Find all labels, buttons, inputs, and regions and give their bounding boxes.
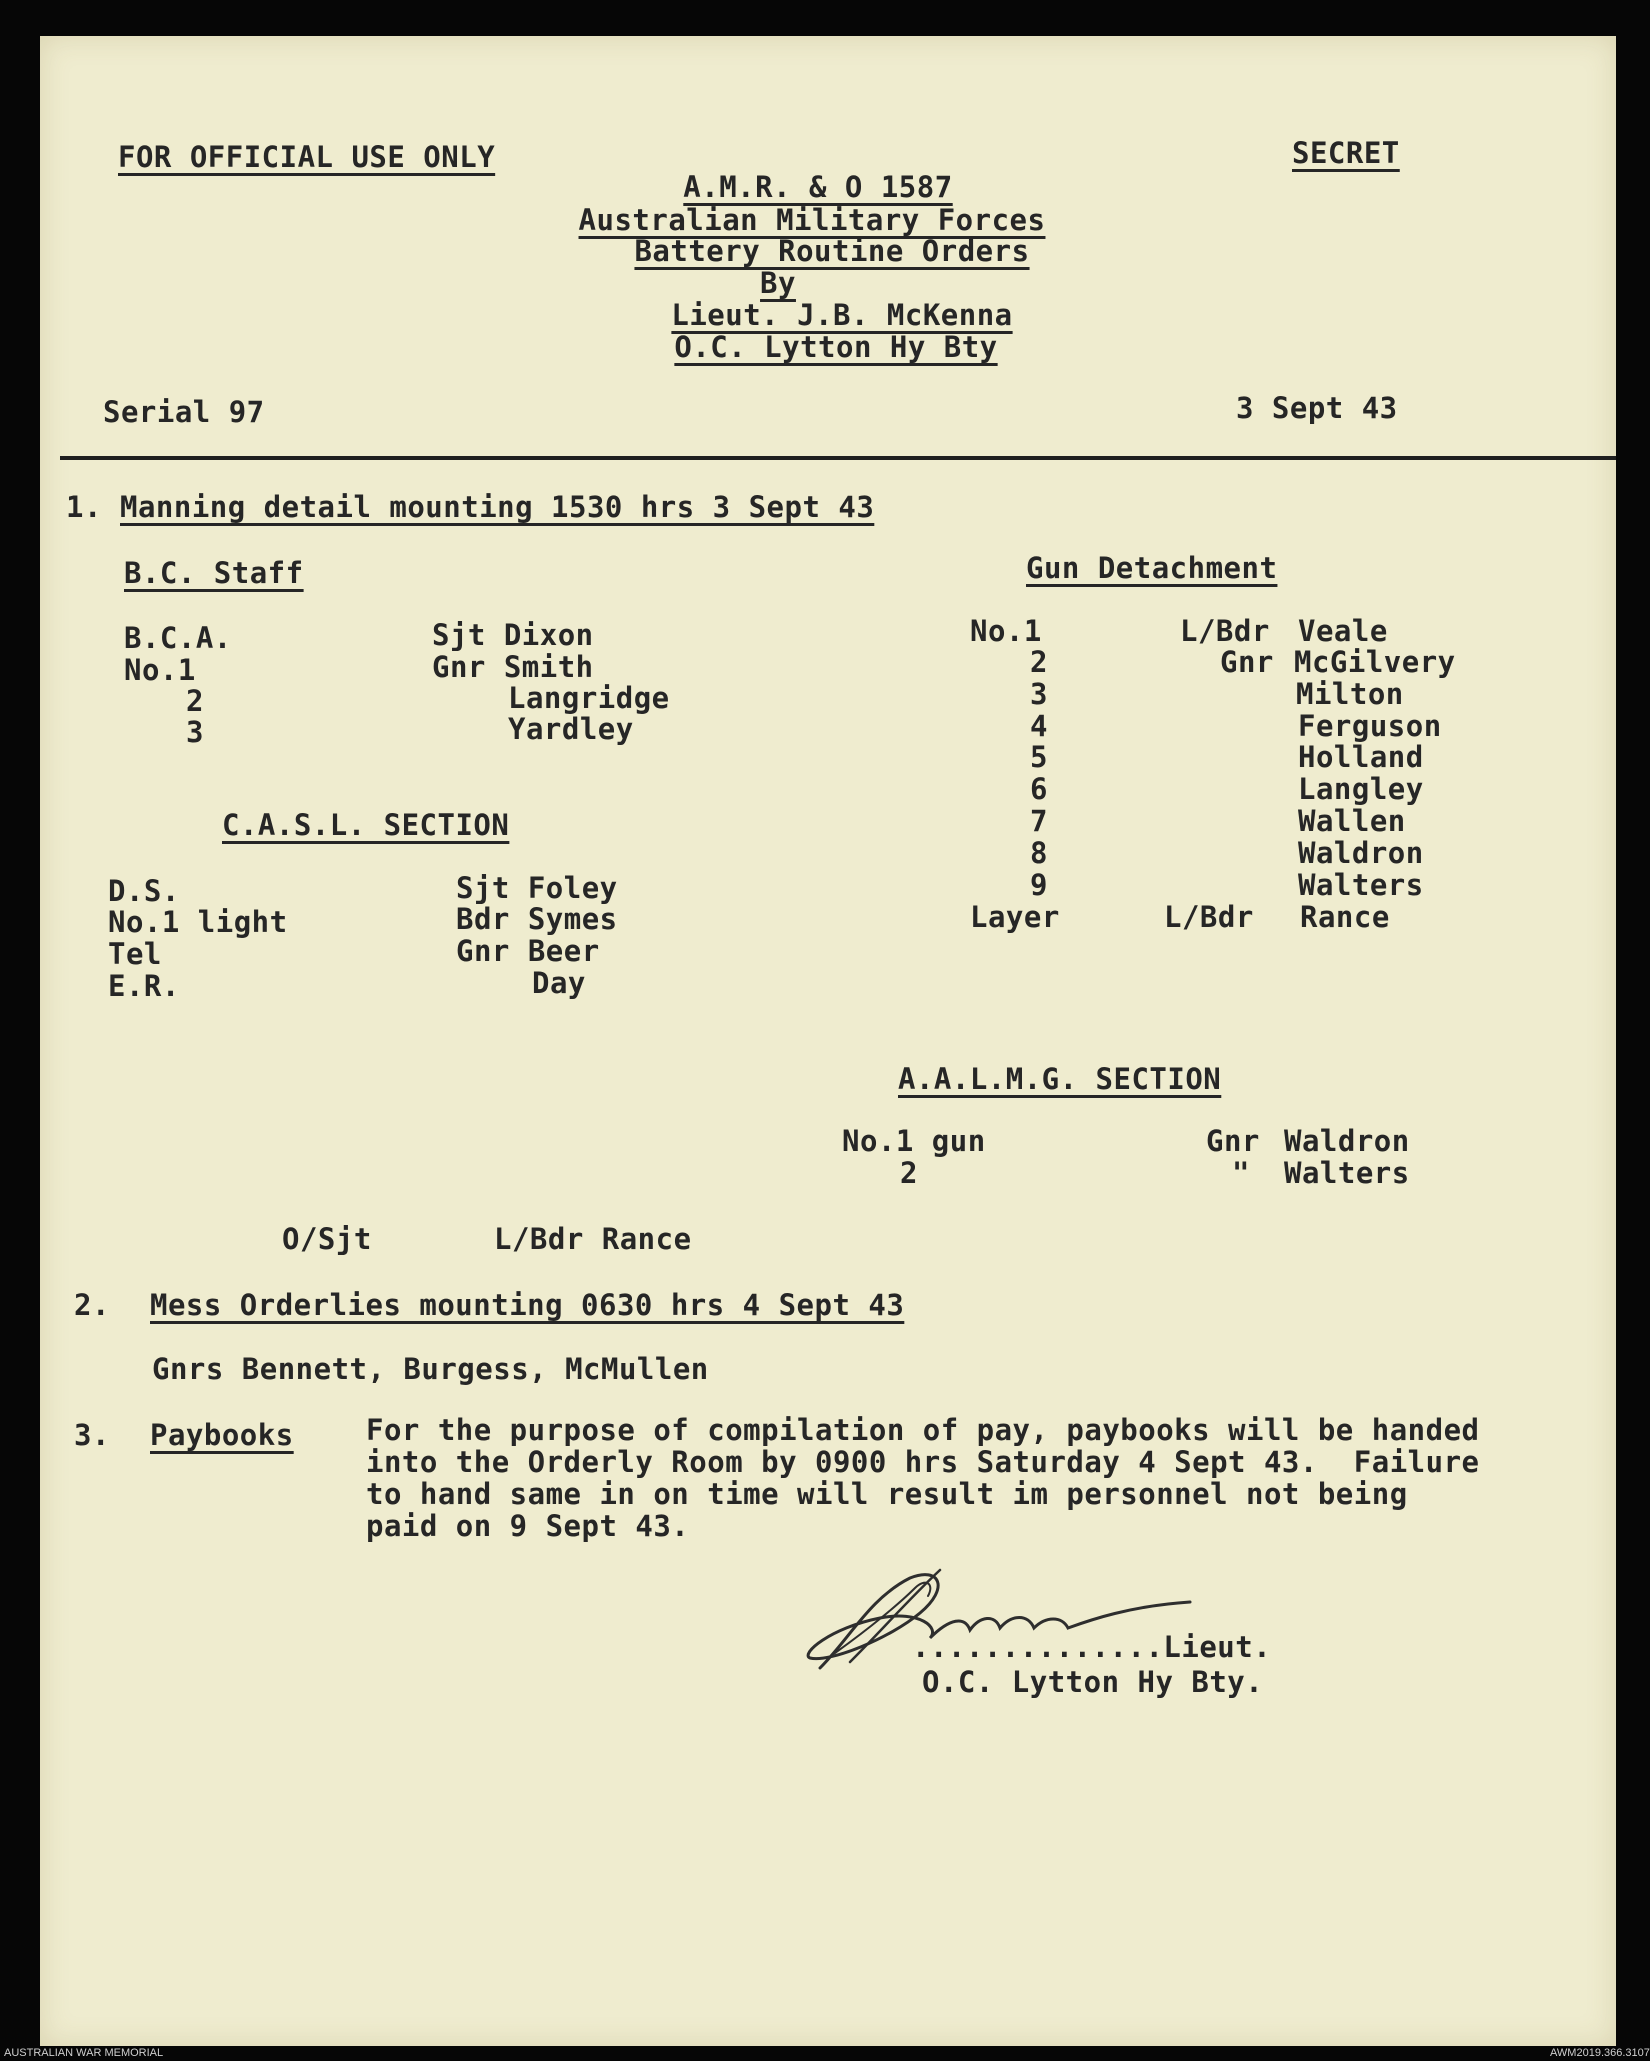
gun-no: 7 <box>1030 804 1048 838</box>
gun-no: Layer <box>970 900 1060 934</box>
item2-body: Gnrs Bennett, Burgess, McMullen <box>152 1352 709 1386</box>
gun-no: 6 <box>1030 772 1048 806</box>
item1-heading: Manning detail mounting 1530 hrs 3 Sept 43 <box>120 490 875 524</box>
casl-name: Day <box>532 966 586 1000</box>
footer-catalog-number: AWM2019.366.3107 <box>1550 2047 1650 2059</box>
orderly-sjt-label: O/Sjt <box>282 1222 372 1256</box>
gun-no: 9 <box>1030 868 1048 902</box>
footer-institution: AUSTRALIAN WAR MEMORIAL <box>4 2047 164 2059</box>
title-line-4: By <box>760 266 796 300</box>
item2-number: 2. <box>74 1288 110 1322</box>
bc-staff-name: Sjt Dixon <box>432 618 594 652</box>
title-line-5: Lieut. J.B. McKenna <box>671 298 1013 332</box>
aalmg-rank: Gnr <box>1206 1124 1260 1158</box>
classification-left: FOR OFFICIAL USE ONLY <box>118 140 496 174</box>
orderly-sjt-name: L/Bdr Rance <box>494 1222 692 1256</box>
signature-line: ..............Lieut. <box>912 1630 1272 1664</box>
bc-staff-role: B.C.A. <box>124 621 232 655</box>
gun-name: Ferguson <box>1298 709 1442 743</box>
casl-name: Sjt Foley <box>456 871 618 905</box>
gun-name: Milton <box>1296 677 1404 711</box>
casl-section-heading: C.A.S.L. SECTION <box>222 808 510 842</box>
aalmg-gun: No.1 gun <box>842 1124 986 1158</box>
item3-line: paid on 9 Sept 43. <box>366 1509 690 1543</box>
aalmg-gun: 2 <box>900 1156 918 1190</box>
bc-staff-heading: B.C. Staff <box>124 556 304 590</box>
casl-role: Tel <box>108 937 162 971</box>
casl-role: E.R. <box>108 969 180 1003</box>
signatory-title: O.C. Lytton Hy Bty. <box>922 1665 1264 1699</box>
aalmg-section-heading: A.A.L.M.G. SECTION <box>898 1062 1222 1096</box>
item3-heading: Paybooks <box>150 1418 294 1452</box>
item3-line: For the purpose of compilation of pay, paybooks will be handed <box>366 1413 1480 1447</box>
casl-role: No.1 light <box>108 905 288 939</box>
serial-number: Serial 97 <box>103 395 265 429</box>
item3-line: to hand same in on time will result im personnel not being <box>366 1477 1408 1511</box>
gun-rank: Gnr <box>1220 645 1274 679</box>
gun-name: McGilvery <box>1294 645 1456 679</box>
item1-number: 1. <box>66 490 102 524</box>
title-line-2: Australian Military Forces <box>578 203 1046 237</box>
gun-no: 5 <box>1030 740 1048 774</box>
bc-staff-name: Yardley <box>508 712 634 746</box>
casl-role: D.S. <box>108 874 180 908</box>
gun-name: Holland <box>1298 740 1424 774</box>
gun-no: 3 <box>1030 677 1048 711</box>
header-divider <box>60 456 1616 460</box>
gun-name: Walters <box>1298 868 1424 902</box>
gun-rank: L/Bdr <box>1180 614 1270 648</box>
gun-no: 4 <box>1030 709 1048 743</box>
order-date: 3 Sept 43 <box>1236 391 1398 425</box>
gun-no: 8 <box>1030 836 1048 870</box>
bc-staff-name: Gnr Smith <box>432 650 594 684</box>
casl-name: Gnr Beer <box>456 934 600 968</box>
bc-staff-role: 2 <box>186 684 204 718</box>
gun-name: Veale <box>1298 614 1388 648</box>
item3-line: into the Orderly Room by 0900 hrs Saturday 4 Sept 43. Failure <box>366 1445 1480 1479</box>
bc-staff-role: No.1 <box>124 653 196 687</box>
aalmg-name: Waldron <box>1284 1124 1410 1158</box>
casl-name: Bdr Symes <box>456 902 618 936</box>
aalmg-name: Walters <box>1284 1156 1410 1190</box>
gun-detachment-heading: Gun Detachment <box>1026 551 1278 585</box>
gun-name: Rance <box>1300 900 1390 934</box>
item3-number: 3. <box>74 1418 110 1452</box>
title-line-3: Battery Routine Orders <box>634 234 1030 268</box>
gun-no: 2 <box>1030 645 1048 679</box>
gun-name: Langley <box>1298 772 1424 806</box>
title-line-6: O.C. Lytton Hy Bty <box>674 330 998 364</box>
item2-heading: Mess Orderlies mounting 0630 hrs 4 Sept 43 <box>150 1288 905 1322</box>
gun-rank: L/Bdr <box>1164 900 1254 934</box>
gun-name: Wallen <box>1298 804 1406 838</box>
aalmg-rank: " <box>1232 1156 1250 1190</box>
classification-right: SECRET <box>1292 136 1400 170</box>
title-line-1: A.M.R. & O 1587 <box>683 170 953 204</box>
bc-staff-role: 3 <box>186 715 204 749</box>
gun-name: Waldron <box>1298 836 1424 870</box>
gun-no: No.1 <box>970 614 1042 648</box>
bc-staff-name: Langridge <box>508 681 670 715</box>
